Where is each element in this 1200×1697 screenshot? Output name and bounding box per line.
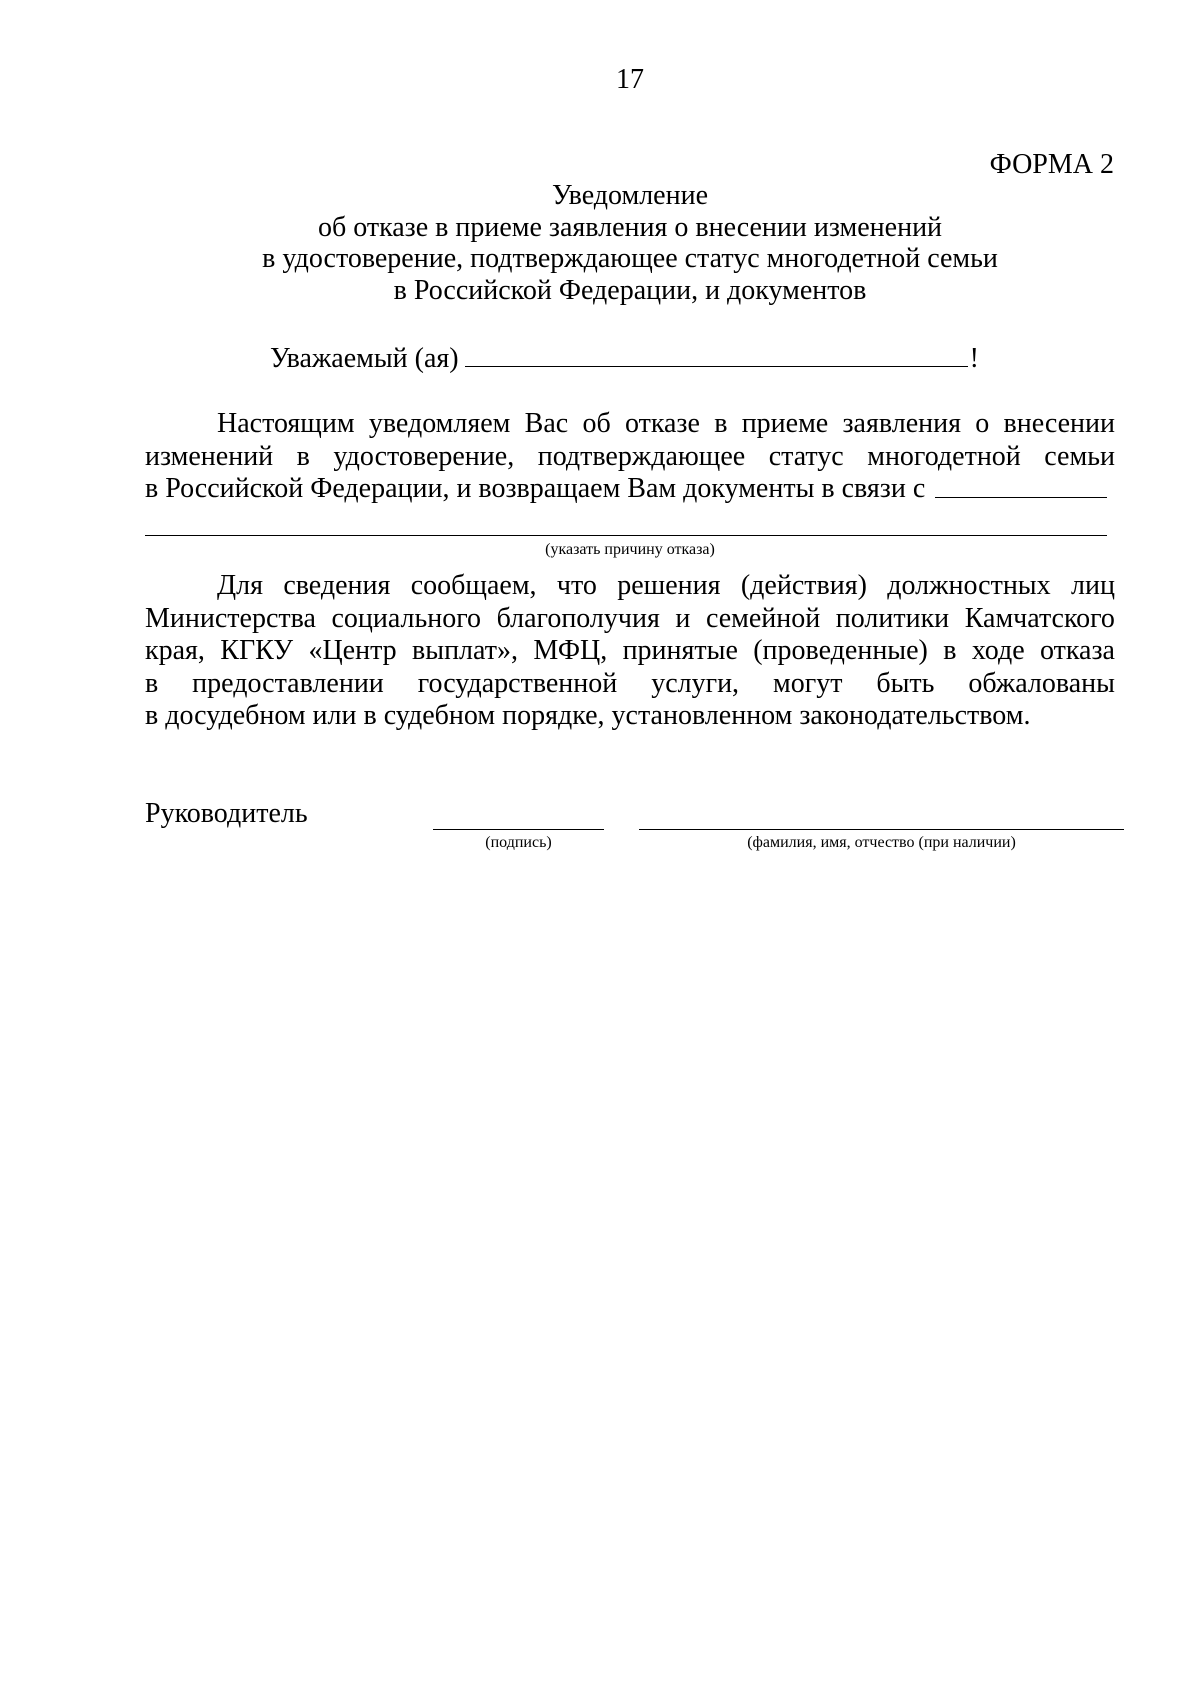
reason-blank-start[interactable]: [935, 473, 1107, 498]
paragraph-word: приеме: [741, 408, 829, 439]
refusal-paragraph: [145, 408, 1115, 506]
paragraph-line: [145, 668, 1115, 701]
paragraph-line: [145, 603, 1115, 636]
reason-caption: (указать причину отказа): [545, 541, 715, 558]
paragraph-word: ходе: [971, 635, 1025, 666]
paragraph-word: отказе: [624, 408, 700, 439]
recipient-name-blank[interactable]: [465, 342, 968, 367]
paragraph-word: решения: [617, 570, 721, 601]
paragraph-word: Министерства: [145, 602, 316, 634]
paragraph-word: изменений: [145, 440, 274, 472]
paragraph-word: социального: [331, 602, 482, 634]
paragraph-word: лиц: [1070, 570, 1115, 601]
paragraph-word: (проведенные): [753, 635, 928, 666]
signature-role: Руководитель: [145, 798, 308, 829]
full-name-caption: (фамилия, имя, отчество (при наличии): [747, 834, 1016, 851]
title-line: в Российской Федерации, и документов: [393, 274, 867, 306]
paragraph-line: [145, 408, 1115, 441]
paragraph-word: края,: [145, 635, 205, 666]
form-label: ФОРМА 2: [989, 149, 1114, 180]
paragraph-word: о: [975, 408, 990, 439]
paragraph-word: политики: [835, 602, 950, 634]
paragraph-word: сообщаем,: [410, 570, 537, 601]
paragraph-word: многодетной: [867, 440, 1021, 472]
paragraph-word: принятые: [622, 635, 738, 666]
paragraph-word: быть: [876, 667, 935, 699]
paragraph-word: могут: [772, 667, 843, 699]
paragraph-line: [145, 570, 1115, 603]
greeting-suffix: !: [969, 343, 979, 374]
reason-blank-line[interactable]: [145, 535, 1107, 536]
paragraph-word: и: [675, 602, 691, 634]
paragraph-word: КГКУ: [220, 635, 294, 666]
paragraph-word: (действия): [740, 570, 867, 601]
paragraph-word: в: [714, 408, 728, 439]
paragraph-line-text: в Российской Федерации, и возвращаем Вам документы в связи с: [145, 473, 926, 504]
paragraph-line: в досудебном или в судебном порядке, установленном законодательством.: [145, 700, 1031, 731]
paragraph-word: в: [296, 440, 310, 472]
paragraph-word: что: [556, 570, 597, 601]
paragraph-word: обжалованы: [968, 667, 1115, 699]
paragraph-word: уведомляем: [368, 408, 511, 439]
title-line: в удостоверение, подтверждающее статус многодетной семьи: [262, 243, 998, 274]
signature-blank[interactable]: [433, 829, 604, 830]
page-number: 17: [616, 64, 644, 95]
paragraph-line: [145, 441, 1115, 474]
paragraph-word: отказа: [1040, 635, 1115, 666]
greeting: [270, 342, 979, 375]
paragraph-word: в: [943, 635, 957, 666]
paragraph-word: Камчатского: [964, 602, 1115, 634]
paragraph-word: услуги,: [651, 667, 740, 699]
signature-caption: (подпись): [485, 834, 552, 851]
paragraph-word: об: [582, 408, 611, 439]
greeting-prefix: Уважаемый (ая): [270, 343, 459, 374]
paragraph-word: Для: [217, 570, 263, 601]
appeal-paragraph: [145, 570, 1115, 733]
paragraph-word: Настоящим: [217, 408, 355, 439]
paragraph-word: должностных: [887, 570, 1051, 601]
document-title: [145, 180, 1115, 306]
paragraph-word: внесении: [1003, 408, 1115, 439]
paragraph-word: удостоверение,: [333, 440, 515, 472]
paragraph-word: подтверждающее: [537, 440, 746, 472]
title-line: Уведомление: [551, 180, 708, 211]
paragraph-word: семейной: [705, 602, 821, 634]
paragraph-word: статус: [768, 440, 844, 472]
paragraph-word: заявления: [842, 408, 961, 439]
paragraph-word: выплат»,: [412, 635, 518, 666]
paragraph-word: МФЦ,: [533, 635, 608, 666]
paragraph-word: Вас: [524, 408, 569, 439]
paragraph-line: [145, 635, 1115, 668]
title-line: об отказе в приеме заявления о внесении изменений: [317, 211, 943, 243]
paragraph-word: «Центр: [308, 635, 397, 666]
paragraph-line: [145, 473, 1115, 506]
full-name-blank[interactable]: [639, 829, 1124, 830]
paragraph-word: предоставлении: [192, 667, 384, 699]
paragraph-word: в: [145, 667, 159, 699]
paragraph-word: сведения: [283, 570, 391, 601]
paragraph-word: государственной: [417, 667, 618, 699]
paragraph-word: семьи: [1044, 440, 1115, 472]
paragraph-word: благополучия: [496, 602, 660, 634]
